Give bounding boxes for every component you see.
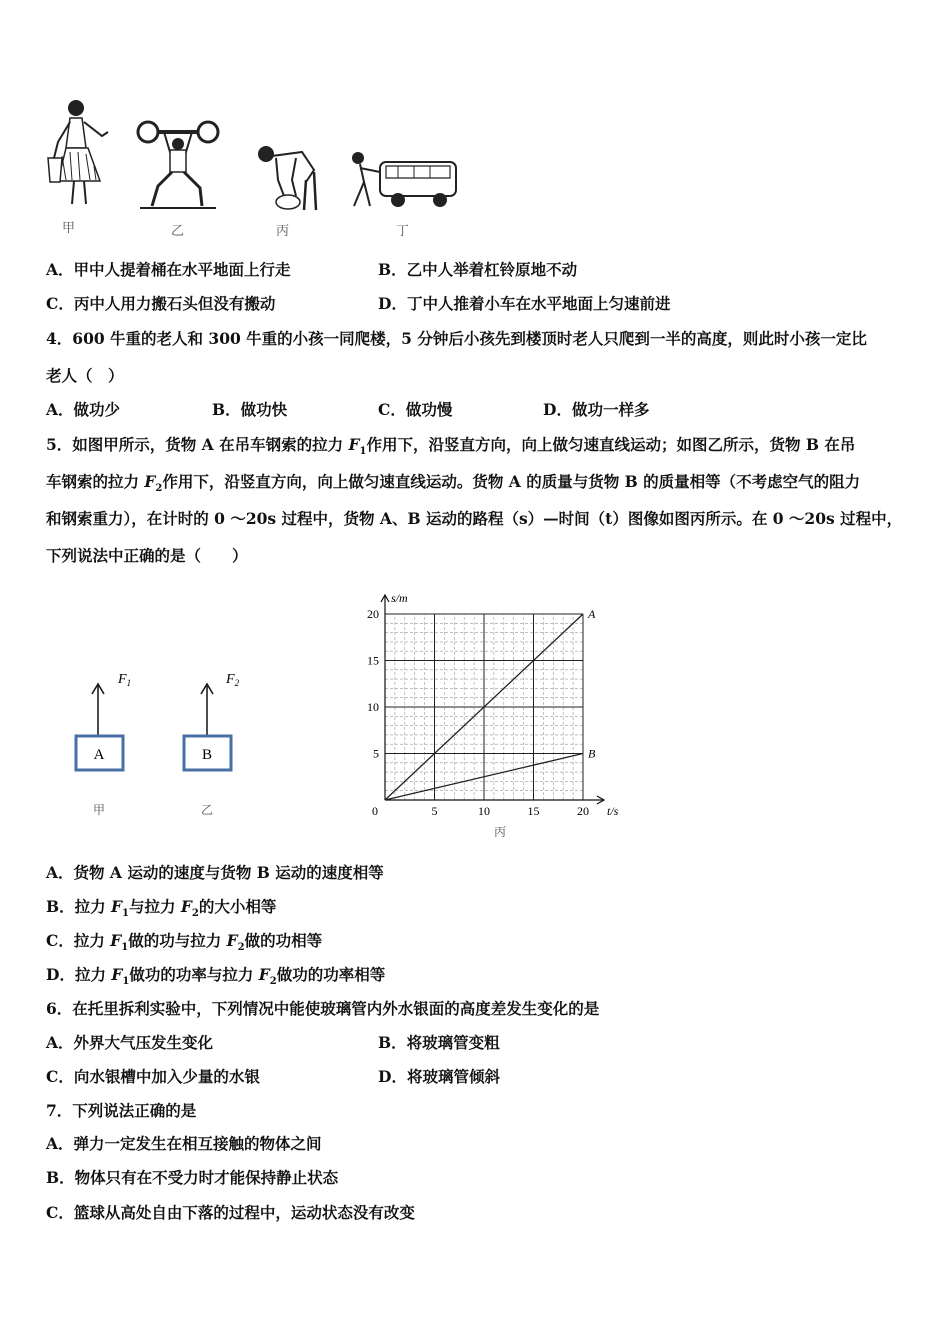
figure-label-yi: 乙 [171, 224, 185, 239]
x-tick-label: 15 [527, 804, 540, 818]
q5-stem-line2: 车钢索的拉力 $F_2$作用下，沿竖直方向，向上做匀速直线运动。货物 A 的质量与货物 B 的质量相等（不考虑空气的阻力 [46, 472, 861, 495]
cargo-box-a-label: A [93, 747, 105, 763]
q5-option-c: C．拉力 $F_1$做的功与拉力 $F_2$做的功相等 [46, 931, 323, 954]
figure-ding-person-pushing-cart [340, 148, 460, 212]
x-tick-label: 0 [372, 804, 378, 818]
q3-option-c: C．丙中人用力搬石头但没有搬动 [46, 294, 276, 313]
q5-option-b: B．拉力 $F_1$与拉力 $F_2$的大小相等 [46, 897, 277, 920]
chart-series [385, 607, 596, 800]
force-f1-label: $F_1$ [118, 672, 132, 688]
q5-stem-line4: 下列说法中正确的是（ ） [46, 546, 248, 565]
q5-stem-line3: 和钢索重力），在计时的 0 ～20s 过程中，货物 A、B 运动的路程（s）—时间（t）图像如图丙所示。在 0 ～20s 过程中， [46, 509, 903, 528]
figure-bing-person-lifting-stone [248, 140, 326, 212]
q7-stem: 7．下列说法正确的是 [46, 1101, 197, 1120]
y-tick-label: 10 [367, 700, 379, 714]
y-tick-label: 5 [373, 746, 379, 761]
x-axis-label: t/s [607, 804, 619, 818]
q4-stem-line2: 老人（ ） [46, 366, 124, 385]
label-yi: 乙 [200, 803, 214, 817]
q4-option-a: A．做功少 [46, 400, 121, 419]
q7-option-b: B．物体只有在不受力时才能保持静止状态 [46, 1168, 339, 1187]
x-tick-label: 5 [431, 804, 438, 818]
figure-label-bing: 丙 [276, 224, 290, 239]
figure-yi-person-barbell [136, 116, 220, 211]
q6-stem: 6．在托里拆利实验中，下列情况中能使玻璃管内外水银面的高度差发生变化的是 [46, 999, 600, 1018]
q6-option-a: A．外界大气压发生变化 [46, 1033, 214, 1052]
q5-figure-jia-yi [60, 660, 260, 825]
series-label-b: B [588, 746, 596, 761]
q5-option-a: A．货物 A 运动的速度与货物 B 运动的速度相等 [46, 863, 384, 882]
q4-option-b: B．做功快 [212, 400, 288, 419]
figure-label-jia: 甲 [62, 221, 76, 236]
y-tick-label: 20 [367, 607, 379, 621]
q7-option-c: C．篮球从高处自由下落的过程中，运动状态没有改变 [46, 1203, 415, 1222]
chart-label-bing: 丙 [493, 825, 507, 839]
figure-jia-person-bucket [40, 96, 120, 211]
q5-stem-line1: 5．如图甲所示，货物 A 在吊车钢索的拉力 $F_1$作用下，沿竖直方向，向上做匀速直线运动；如图乙所示，货物 B 在吊 [46, 435, 856, 458]
q7-option-a: A．弹力一定发生在相互接触的物体之间 [46, 1134, 322, 1153]
x-tick-label: 10 [478, 804, 490, 818]
q4-option-d: D．做功一样多 [543, 400, 650, 419]
series-label-a: A [588, 607, 596, 621]
y-axis-label: s/m [391, 591, 408, 605]
q6-option-d: D．将玻璃管倾斜 [378, 1067, 500, 1086]
q4-stem-line1: 4．600 牛重的老人和 300 牛重的小孩一同爬楼，5 分钟后小孩先到楼顶时老人只爬到一半的高度，则此时小孩一定比 [46, 329, 867, 348]
q3-option-d: D．丁中人推着小车在水平地面上匀速前进 [378, 294, 671, 313]
q6-option-c: C．向水银槽中加入少量的水银 [46, 1067, 260, 1086]
x-tick-label: 20 [577, 804, 589, 818]
q6-option-b: B．将玻璃管变粗 [378, 1033, 500, 1052]
figure-label-ding: 丁 [396, 224, 410, 239]
q4-option-c: C．做功慢 [378, 400, 453, 419]
force-f2-label: $F_2$ [226, 672, 240, 688]
label-jia: 甲 [92, 803, 106, 817]
q5-option-d: D．拉力 $F_1$做功的功率与拉力 $F_2$做功的功率相等 [46, 965, 386, 988]
cargo-box-b-label: B [201, 747, 213, 763]
y-tick-label: 15 [367, 653, 379, 668]
q3-option-a: A．甲中人提着桶在水平地面上行走 [46, 260, 291, 279]
q3-option-b: B．乙中人举着杠铃原地不动 [378, 260, 578, 279]
q5-st-chart [355, 585, 640, 845]
